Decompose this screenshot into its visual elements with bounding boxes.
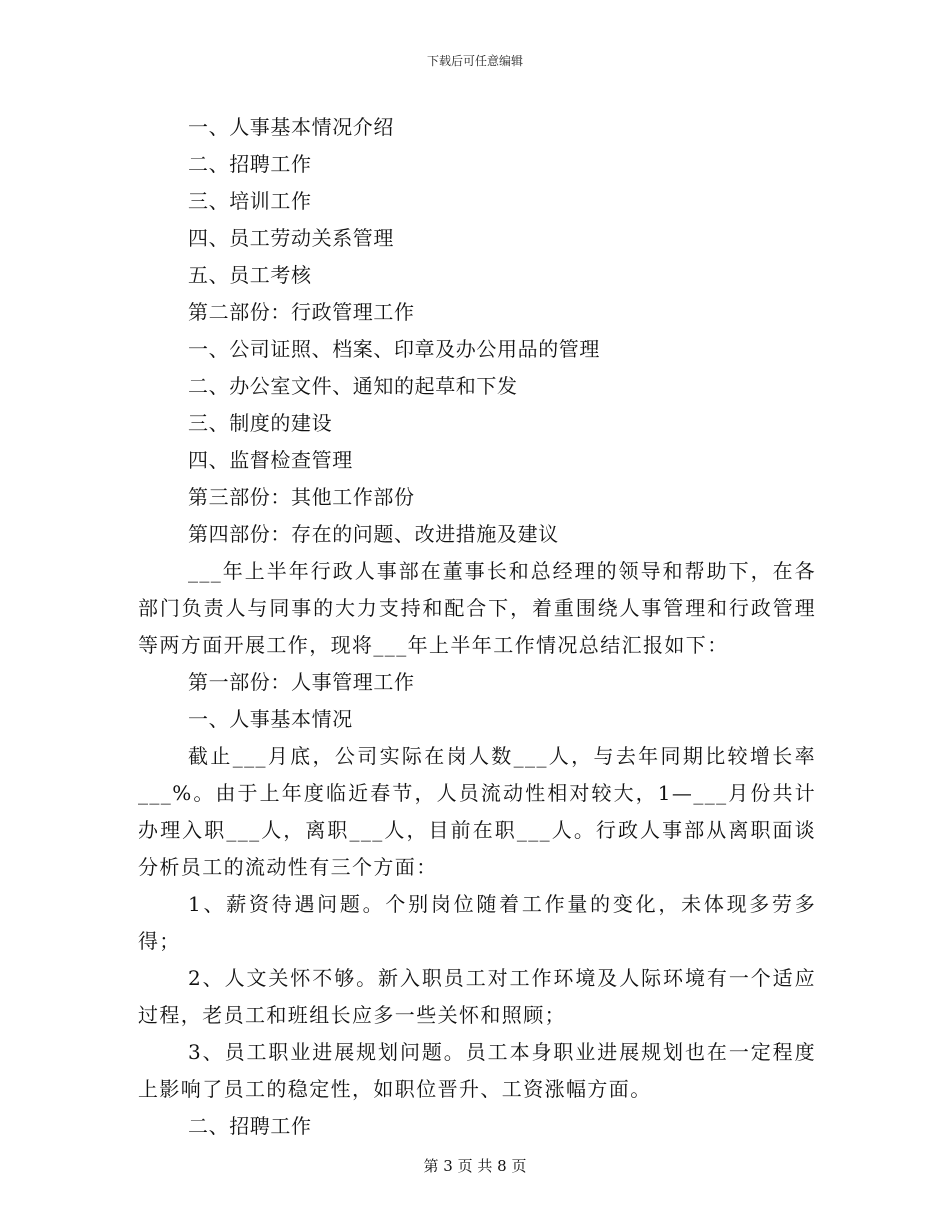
outline-item-3: 三、培训工作 [188, 189, 312, 213]
outline-part-3: 第三部份：其他工作部份 [188, 485, 415, 509]
outline-item-8: 三、制度的建设 [188, 411, 333, 435]
document-body [138, 109, 816, 1145]
part-1-heading: 第一部份：人事管理工作 [188, 670, 415, 694]
section-1-heading: 一、人事基本情况 [188, 707, 353, 731]
page-header: 下载后可任意编辑 [426, 54, 523, 68]
outline-part-4: 第四部份：存在的问题、改进措施及建议 [188, 522, 559, 546]
section-2-heading: 二、招聘工作 [188, 1114, 312, 1138]
outline-item-7: 二、办公室文件、通知的起草和下发 [188, 374, 518, 398]
outline-item-1: 一、人事基本情况介绍 [188, 115, 394, 139]
outline-item-5: 五、员工考核 [188, 263, 312, 287]
outline-part-2: 第二部份：行政管理工作 [188, 300, 415, 324]
page-number: 第 3 页 共 8 页 [423, 1157, 527, 1175]
section-1-paragraph: 截止___月底，公司实际在岗人数___人，与去年同期比较增长率___%。由于上年度临近春节，人员流动性相对较大，1—___月份共计办理入职___人，离职___人，目前在职___人。行政人事部从离职面谈分析员工的流动性有三个方面： [138, 744, 816, 879]
outline-item-9: 四、监督检查管理 [188, 448, 353, 472]
outline-item-2: 二、招聘工作 [188, 152, 312, 176]
point-2-paragraph: 2、人文关怀不够。新入职员工对工作环境及人际环境有一个适应过程，老员工和班组长应多一些关怀和照顾； [138, 966, 816, 1027]
intro-paragraph: ___年上半年行政人事部在董事长和总经理的领导和帮助下，在各部门负责人与同事的大力支持和配合下，着重围绕人事管理和行政管理等两方面开展工作，现将___年上半年工作情况总结汇报如下： [138, 559, 816, 657]
outline-item-6: 一、公司证照、档案、印章及办公用品的管理 [188, 337, 600, 361]
outline-item-4: 四、员工劳动关系管理 [188, 226, 394, 250]
point-1-paragraph: 1、薪资待遇问题。个别岗位随着工作量的变化，未体现多劳多得； [138, 892, 816, 953]
point-3-paragraph: 3、员工职业进展规划问题。员工本身职业进展规划也在一定程度上影响了员工的稳定性，如职位晋升、工资涨幅方面。 [138, 1040, 816, 1101]
